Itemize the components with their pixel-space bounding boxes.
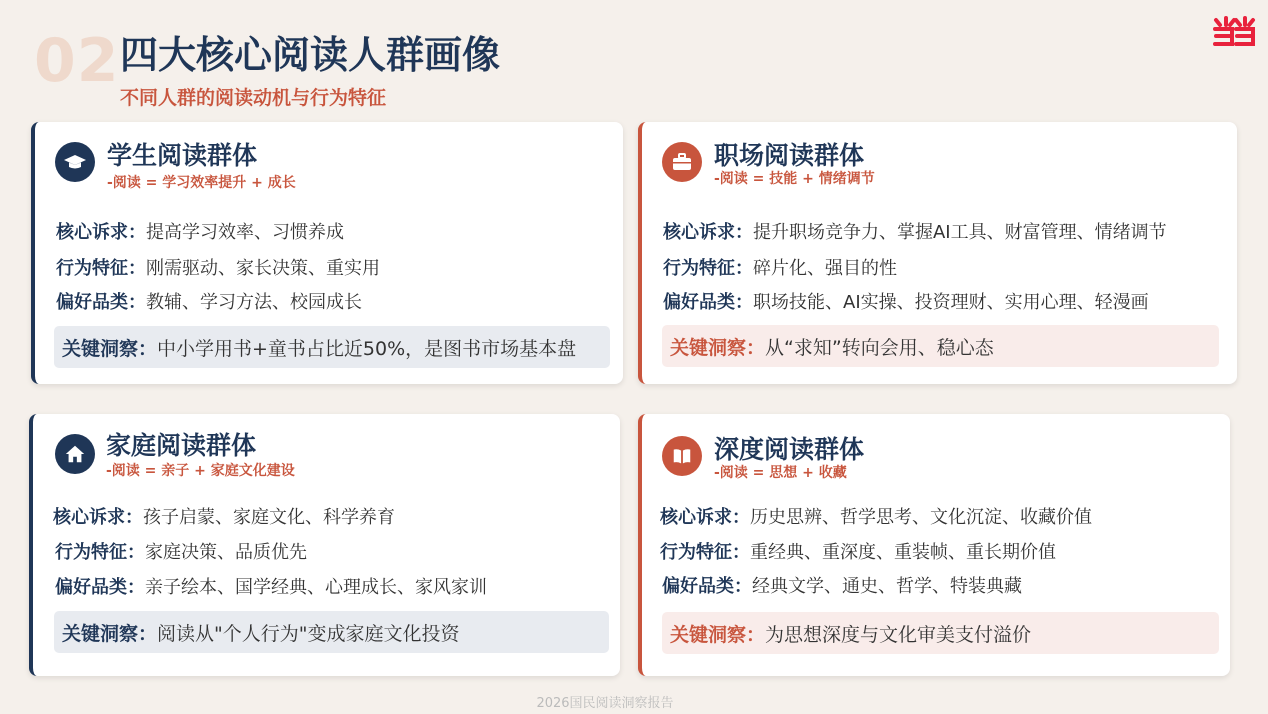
row-value: 提升职场竞争力、掌握AI工具、财富管理、情绪调节 xyxy=(753,222,1167,243)
insight-label: 关键洞察： xyxy=(670,336,766,359)
row-core-need xyxy=(56,218,344,244)
card-deep-readers xyxy=(638,414,1230,676)
row-behavior xyxy=(55,538,307,564)
row-preference xyxy=(56,288,362,314)
key-insight xyxy=(662,325,1219,367)
row-behavior xyxy=(663,254,897,280)
insight-value: 中小学用书+童书占比近50%，是图书市场基本盘 xyxy=(157,337,577,360)
row-value: 刚需驱动、家长决策、重实用 xyxy=(146,258,380,279)
row-value: 历史思辨、哲学思考、文化沉淀、收藏价值 xyxy=(750,507,1092,528)
graduation-cap-icon xyxy=(55,142,95,182)
card-title: 学生阅读群体 xyxy=(107,141,258,170)
dangdang-logo-icon xyxy=(1212,14,1256,48)
book-icon xyxy=(662,436,702,476)
page-title: 四大核心阅读人群画像 xyxy=(120,33,501,77)
row-label: 核心诉求： xyxy=(56,222,146,243)
row-value: 经典文学、通史、哲学、特装典藏 xyxy=(752,576,1022,597)
insight-label: 关键洞察： xyxy=(670,623,766,646)
row-core-need xyxy=(660,503,1092,529)
card-workplace-readers xyxy=(638,122,1237,384)
row-value: 教辅、学习方法、校园成长 xyxy=(146,292,362,313)
row-label: 偏好品类： xyxy=(55,577,145,598)
briefcase-icon xyxy=(662,142,702,182)
footer-report-name: 2026国民阅读洞察报告 xyxy=(536,696,674,711)
house-icon xyxy=(55,434,95,474)
row-label: 行为特征： xyxy=(55,542,145,563)
row-core-need xyxy=(663,218,1167,244)
card-formula: -阅读 = 思想 + 收藏 xyxy=(714,465,847,481)
row-preference xyxy=(663,288,1149,314)
row-label: 偏好品类： xyxy=(56,292,146,313)
row-label: 核心诉求： xyxy=(663,222,753,243)
row-preference xyxy=(662,572,1022,598)
insight-label: 关键洞察： xyxy=(62,622,158,645)
key-insight xyxy=(54,611,609,653)
card-formula: -阅读 = 亲子 + 家庭文化建设 xyxy=(106,463,295,479)
row-label: 核心诉求： xyxy=(53,507,143,528)
insight-value: 为思想深度与文化审美支付溢价 xyxy=(765,623,1032,646)
card-title: 深度阅读群体 xyxy=(714,435,865,464)
page-subtitle: 不同人群的阅读动机与行为特征 xyxy=(120,87,387,109)
row-value: 碎片化、强目的性 xyxy=(753,258,897,279)
row-label: 行为特征： xyxy=(660,542,750,563)
card-formula: -阅读 = 技能 + 情绪调节 xyxy=(714,171,875,187)
key-insight xyxy=(662,612,1219,654)
row-value: 职场技能、AI实操、投资理财、实用心理、轻漫画 xyxy=(753,292,1149,313)
row-value: 重经典、重深度、重装帧、重长期价值 xyxy=(750,542,1056,563)
insight-label: 关键洞察： xyxy=(62,337,158,360)
key-insight xyxy=(54,326,610,368)
row-value: 亲子绘本、国学经典、心理成长、家风家训 xyxy=(145,577,487,598)
card-formula: -阅读 = 学习效率提升 + 成长 xyxy=(107,175,296,191)
card-family-readers xyxy=(29,414,620,676)
row-label: 偏好品类： xyxy=(663,292,753,313)
row-label: 行为特征： xyxy=(663,258,753,279)
insight-value: 阅读从"个人行为"变成家庭文化投资 xyxy=(157,622,460,645)
row-value: 提高学习效率、习惯养成 xyxy=(146,222,344,243)
row-label: 核心诉求： xyxy=(660,507,750,528)
row-label: 行为特征： xyxy=(56,258,146,279)
section-number: 02 xyxy=(34,26,120,96)
row-value: 家庭决策、品质优先 xyxy=(145,542,307,563)
row-label: 偏好品类： xyxy=(662,576,752,597)
insight-value: 从“求知”转向会用、稳心态 xyxy=(765,336,994,359)
row-behavior xyxy=(56,254,380,280)
card-title: 家庭阅读群体 xyxy=(106,431,257,460)
row-preference xyxy=(55,573,487,599)
row-core-need xyxy=(53,503,395,529)
row-value: 孩子启蒙、家庭文化、科学养育 xyxy=(143,507,395,528)
card-student-readers xyxy=(31,122,623,384)
card-title: 职场阅读群体 xyxy=(714,141,865,170)
row-behavior xyxy=(660,538,1056,564)
